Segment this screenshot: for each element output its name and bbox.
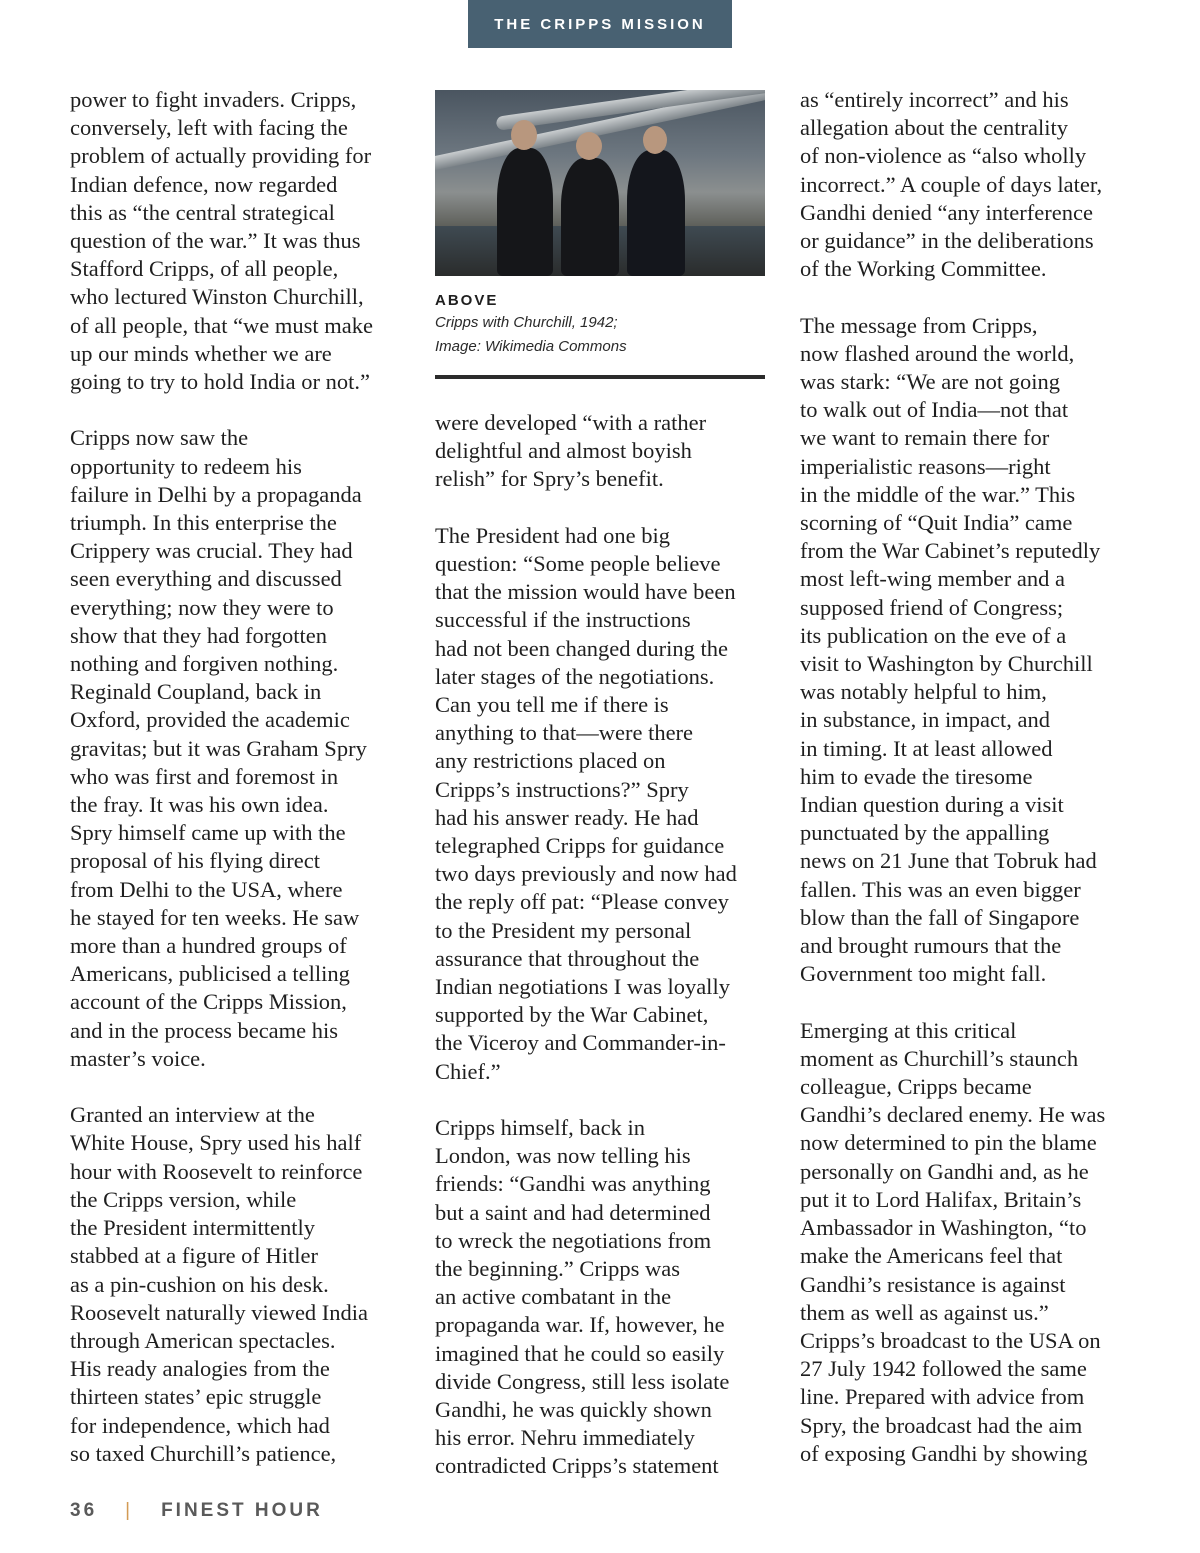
paragraph: as “entirely incorrect” and his allegation about the centrality of non-violence as “also wholly incorrect.” A couple of days later, Gandhi denied “any interference or guidance” in the deliberations of the Working Committee. <box>800 87 1103 282</box>
photo-caption-label: ABOVE <box>435 292 499 309</box>
article-column-middle <box>435 86 765 1509</box>
section-header-tab <box>468 0 732 48</box>
paragraph: Granted an interview at the White House, Spry used his half hour with Roosevelt to reinforce the Cripps version, while the President intermittently stabbed at a figure of Hitler as a pin-cushion on his desk. Roosevelt naturally viewed India through American spectacles. His ready analogies from the thirteen states’ epic struggle for independence, which had so taxed Churchill’s patience, <box>70 1102 369 1466</box>
article-column-left <box>70 86 410 1496</box>
article-column-right <box>800 86 1135 1496</box>
paragraph: power to fight invaders. Cripps, conversely, left with facing the problem of actually providing for Indian defence, now regarded this as “the central strategical question of the war.” It was thus Stafford Cripps, of all people, who lectured Winston Churchill, of all people, that “we must make up our minds whether we are going to try to hold India or not.” <box>70 87 374 395</box>
paragraph: Cripps now saw the opportunity to redeem his failure in Delhi by a propaganda triumph. In this enterprise the Crippery was crucial. They had seen everything and discussed everything; now they were to show that they had forgotten nothing and forgiven nothing. Reginald Coupland, back in Oxford, provided the academic gravitas; but it was Graham Spry who was first and foremost in the fray. It was his own idea. Spry himself came up with the proposal of his flying direct from Delhi to the USA, where he stayed for ten weeks. He saw more than a hundred groups of Americans, publicised a telling account of the Cripps Mission, and in the process became his master’s voice. <box>70 425 367 1071</box>
publication-name: FINEST HOUR <box>161 1500 323 1521</box>
photo-credit-line: Image: Wikimedia Commons <box>435 338 627 355</box>
photo-caption-line: Cripps with Churchill, 1942; <box>435 314 618 331</box>
paragraph: The President had one big question: “Some people believe that the mission would have been successful if the instructions had not been changed during the later stages of the negotiations. Can you tell me if there is anything to that—were there any restrictions placed on Cripps’s instructions?” Spry had his answer ready. He had telegraphed Cripps for guidance two days previously and now had the reply off pat: “Please convey to the President my personal assurance that throughout the Indian negotiations I was loyally supported by the War Cabinet, the Viceroy and Commander-in- Chief.” <box>435 522 737 1084</box>
paragraph: were developed “with a rather delightful and almost boyish relish” for Spry’s benefit. <box>435 410 707 492</box>
footer-separator: | <box>125 1500 134 1521</box>
paragraph: Emerging at this critical moment as Churchill’s staunch colleague, Cripps became Gandhi’s declared enemy. He was now determined to pin the blame personally on Gandhi and, as he put it to Lord Halifax, Britain’s Ambassador in Washington, “to make the Americans feel that Gandhi’s resistance is against them as well as against us.” Cripps’s broadcast to the USA on 27 July 1942 followed the same line. Prepared with advice from Spry, the broadcast had the aim of exposing Gandhi by showing <box>800 1017 1106 1466</box>
caption-divider <box>435 375 765 379</box>
section-title: THE CRIPPS MISSION <box>494 16 706 33</box>
page-footer <box>70 1500 323 1522</box>
page-number: 36 <box>70 1500 98 1521</box>
paragraph: Cripps himself, back in London, was now telling his friends: “Gandhi was anything but a saint and had determined to wreck the negotiations from the beginning.” Cripps was an active combatant in the propaganda war. If, however, he imagined that he could so easily divide Congress, still less isolate Gandhi, he was quickly shown his error. Nehru immediately contradicted Cripps’s statement <box>435 1115 730 1479</box>
photo-caption <box>435 311 765 359</box>
cripps-churchill-photo <box>435 90 765 276</box>
paragraph: The message from Cripps, now flashed around the world, was stark: “We are not going to walk out of India—not that we want to remain there for imperialistic reasons—right in the middle of the war.” This scorning of “Quit India” came from the War Cabinet’s reputedly most left-wing member and a supposed friend of Congress; its publication on the eve of a visit to Washington by Churchill was notably helpful to him, in substance, in impact, and in timing. It at least allowed him to evade the tiresome Indian question during a visit punctuated by the appalling news on 21 June that Tobruk had fallen. This was an even bigger blow than the fall of Singapore and brought rumours that the Government too might fall. <box>800 312 1101 987</box>
